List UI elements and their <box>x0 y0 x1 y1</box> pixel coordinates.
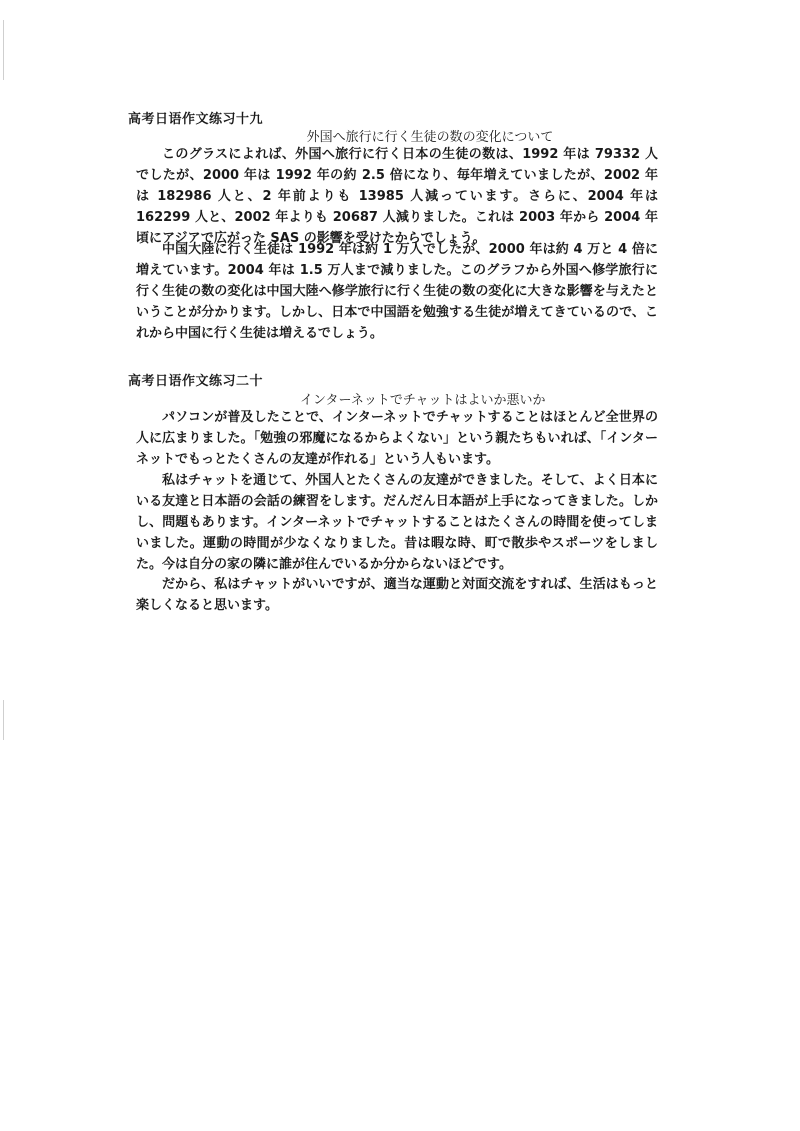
essay-19-paragraph-2: 中国大陸に行く生徒は 1992 年は約 1 万人でしたが、2000 年は約 4 万と 4 倍に増えています。2004 年は 1.5 万人まで減りました。このグラフから外国へ修学旅行に行く生徒の数の変化は中国大陸へ修学旅行に行く生徒の数の変化に大きな影響を与えたということが分かります。しかし、日本で中国語を勉強する生徒が増えてきているので、これから中国に行く生徒は増えるでしょう。 <box>136 242 658 341</box>
essay-19-heading: 高考日语作文练习十九 <box>128 112 264 127</box>
scan-edge-mark <box>3 700 4 740</box>
scan-edge-mark <box>3 20 4 80</box>
essay-20-heading: 高考日语作文练习二十 <box>128 374 264 389</box>
essay-20-paragraph-3: だから、私はチャットがいいですが、適当な運動と対面交流をすれば、生活はもっと楽しくなると思います。 <box>136 577 658 613</box>
essay-20-paragraph-1: パソコンが普及したことで、インターネットでチャットすることはほとんど全世界の人に広まりました。「勉強の邪魔になるからよくない」という親たちもいれば、「インターネットでもっとたくさんの友達が作れる」という人もいます。 <box>136 410 658 467</box>
essay-20-paragraph-2: 私はチャットを通じて、外国人とたくさんの友達ができました。そして、よく日本にいる友達と日本語の会話の練習をします。だんだん日本語が上手になってきました。しかし、問題もあります。インターネットでチャットすることはたくさんの時間を使ってしまいました。運動の時間が少なくなりました。昔は暇な時、町で散歩やスポーツをしました。今は自分の家の隣に誰が住んでいるか分からないほどです。 <box>136 473 658 572</box>
essay-19-title: 外国へ旅行に行く生徒の数の変化について <box>306 130 554 145</box>
essay-20-title: インターネットでチャットはよいか悪いか <box>300 393 546 408</box>
essay-19-paragraph-1: このグラスによれば、外国へ旅行に行く日本の生徒の数は、1992 年は 79332 人でしたが、2000 年は 1992 年の約 2.5 倍になり、毎年増えていましたが、2002 年は 182986 人と、2 年前よりも 13985 人減っています。さらに、2004 年は 162299 人と、2002 年よりも 20687 人減りました。これは 2003 年から 2004 年頃にアジアで広がった SAS の影響を受けたからでしょう。 <box>136 147 658 246</box>
